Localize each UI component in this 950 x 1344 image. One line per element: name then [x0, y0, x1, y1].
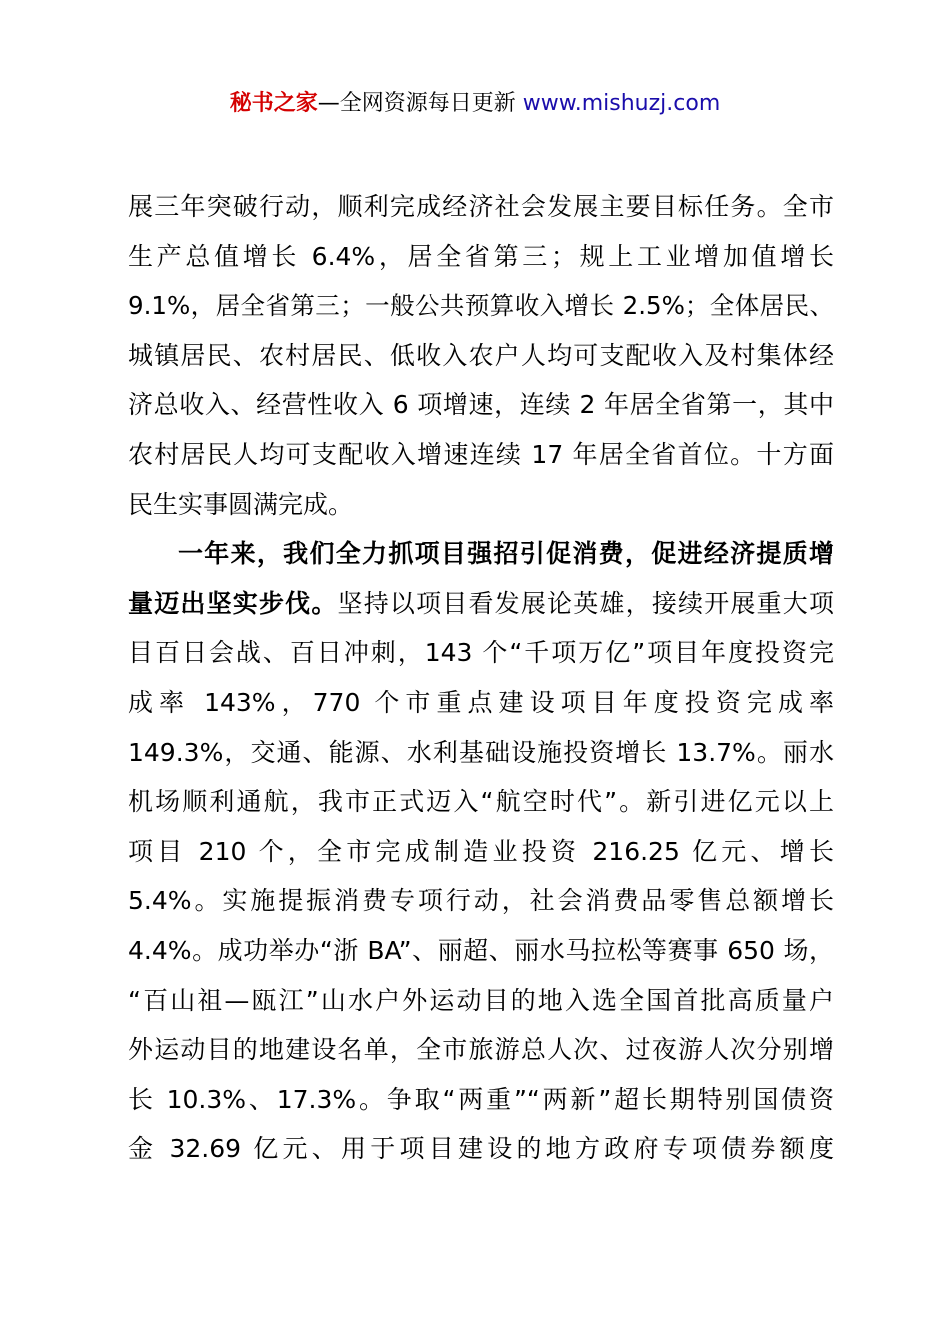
text-line: 生产总值增长 6.4%，居全省第三；规上工业增加值增长: [128, 241, 834, 271]
text-line: 4.4%。成功举办“浙 BA”、丽超、丽水马拉松等赛事 650 场，: [128, 935, 834, 965]
text-line: 149.3%，交通、能源、水利基础设施投资增长 13.7%。丽水: [128, 737, 834, 767]
text-line: 金 32.69 亿元、用于项目建设的地方政府专项债券额度: [128, 1134, 834, 1164]
text-segment: 坚持以项目看发展论英雄，接续开展重大项: [337, 588, 834, 618]
text-line: 民生实事圆满完成。: [128, 489, 354, 519]
paragraph-lead-end: 量迈出坚实步伐。: [128, 588, 338, 618]
text-line: 目百日会战、百日冲刺，143 个“千项万亿”项目年度投资完: [128, 638, 834, 668]
text-line: 农村居民人均可支配收入增速连续 17 年居全省首位。十方面: [128, 439, 834, 469]
text-line: 9.1%，居全省第三；一般公共预算收入增长 2.5%；全体居民、: [128, 291, 834, 321]
text-line: [128, 579, 834, 629]
text-line: 5.4%。实施提振消费专项行动，社会消费品零售总额增长: [128, 886, 834, 916]
document-body: [128, 182, 834, 1174]
text-line: “百山祖—瓯江”山水户外运动目的地入选全国首批高质量户: [128, 985, 834, 1015]
document-header: [0, 88, 950, 120]
paragraph-lead: 一年来，我们全力抓项目强招引促消费，促进经济提质增: [178, 539, 834, 569]
header-slogan: —全网资源每日更新: [317, 91, 523, 116]
text-line: 机场顺利通航，我市正式迈入“航空时代”。新引进亿元以上: [128, 787, 834, 817]
text-line: 成率 143%，770 个市重点建设项目年度投资完成率: [128, 687, 834, 717]
text-line: 外运动目的地建设名单，全市旅游总人次、过夜游人次分别增: [128, 1035, 834, 1065]
text-line: 展三年突破行动，顺利完成经济社会发展主要目标任务。全市: [128, 192, 834, 221]
text-line: 城镇居民、农村居民、低收入农户人均可支配收入及村集体经: [128, 340, 834, 370]
brand-name: 秘书之家: [229, 91, 318, 116]
text-line: 项目 210 个，全市完成制造业投资 216.25 亿元、增长: [128, 836, 834, 866]
text-line: 济总收入、经营性收入 6 项增速，连续 2 年居全省第一，其中: [128, 390, 834, 420]
website-link[interactable]: www.mishuzj.com: [522, 91, 721, 116]
text-line: 长 10.3%、17.3%。争取“两重”“两新”超长期特别国债资: [128, 1084, 834, 1114]
